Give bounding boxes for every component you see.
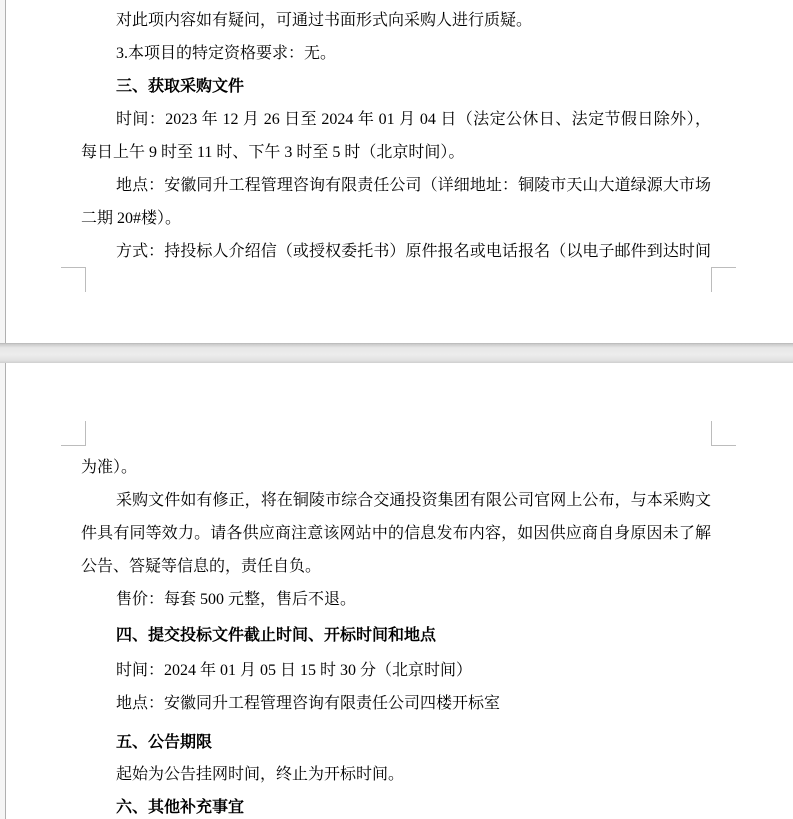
page-2[interactable] xyxy=(5,363,793,819)
text-line[interactable]: 起始为公告挂网时间，终止为开标时间。 xyxy=(116,766,405,783)
text-line[interactable]: 地点：安徽同升工程管理咨询有限责任公司（详细地址：铜陵市天山大道绿源大市场 xyxy=(116,177,711,194)
text-line[interactable]: 时间：2024 年 01 月 05 日 15 时 30 分（北京时间） xyxy=(116,662,473,679)
margin-crop-mark-top-right xyxy=(711,421,736,446)
section-heading-6[interactable]: 六、其他补充事宜 xyxy=(116,799,245,816)
section-heading-3[interactable]: 三、获取采购文件 xyxy=(116,78,245,95)
margin-crop-mark-bottom-right xyxy=(711,267,736,292)
text-line[interactable]: 售价：每套 500 元整，售后不退。 xyxy=(116,591,357,608)
section-heading-4[interactable]: 四、提交投标文件截止时间、开标时间和地点 xyxy=(116,627,437,644)
section-heading-5[interactable]: 五、公告期限 xyxy=(116,734,213,751)
text-line[interactable]: 二期 20#楼）。 xyxy=(81,210,182,227)
text-line[interactable]: 方式：持投标人介绍信（或授权委托书）原件报名或电话报名（以电子邮件到达时间 xyxy=(116,243,711,260)
text-line[interactable]: 3.本项目的特定资格要求：无。 xyxy=(116,45,337,62)
margin-crop-mark-top-left xyxy=(61,421,86,446)
text-line[interactable]: 公告、答疑等信息的，责任自负。 xyxy=(81,558,322,575)
text-line[interactable]: 每日上午 9 时至 11 时、下午 3 时至 5 时（北京时间）。 xyxy=(81,144,465,161)
margin-crop-mark-bottom-left xyxy=(61,267,86,292)
text-line[interactable]: 地点：安徽同升工程管理咨询有限责任公司四楼开标室 xyxy=(116,695,501,712)
page-separator[interactable] xyxy=(0,343,793,363)
text-line[interactable]: 采购文件如有修正，将在铜陵市综合交通投资集团有限公司官网上公布，与本采购文 xyxy=(116,492,711,509)
text-line[interactable]: 时间：2023 年 12 月 26 日至 2024 年 01 月 04 日（法定公休日、法定节假日除外）， xyxy=(116,111,711,128)
text-line[interactable]: 件具有同等效力。请各供应商注意该网站中的信息发布内容，如因供应商自身原因未了解 xyxy=(81,525,711,542)
text-line[interactable]: 为准）。 xyxy=(81,459,138,476)
page-1[interactable] xyxy=(5,0,793,343)
text-line[interactable]: 对此项内容如有疑问，可通过书面形式向采购人进行质疑。 xyxy=(116,12,533,29)
